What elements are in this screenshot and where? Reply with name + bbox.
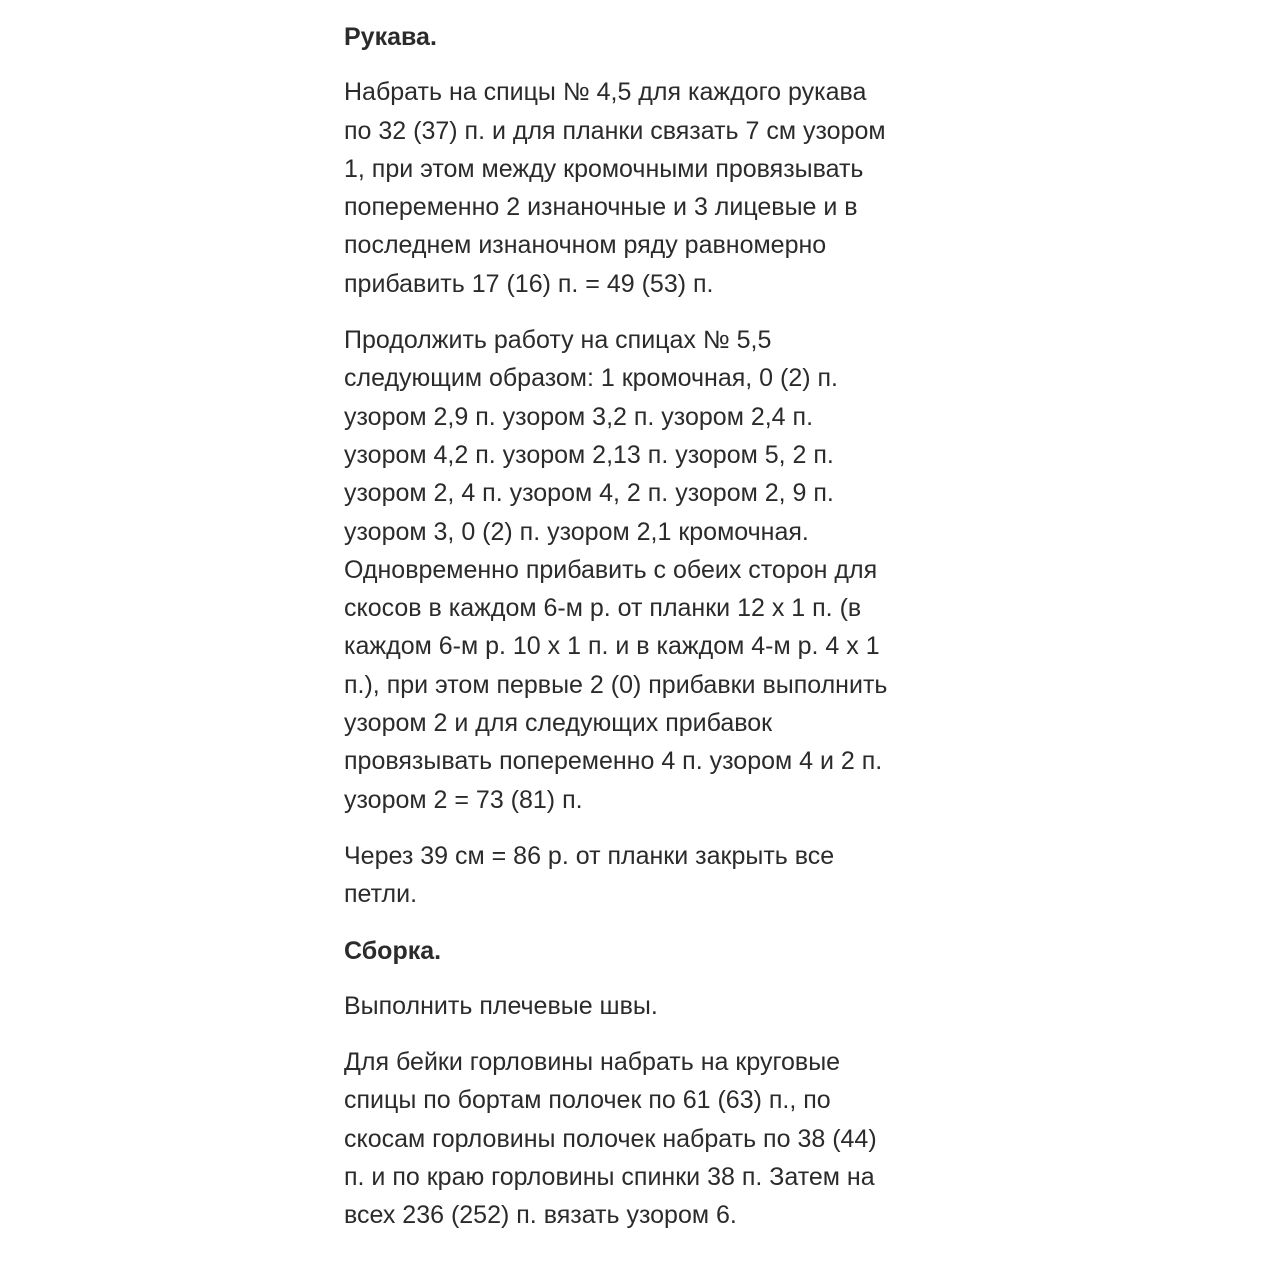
text-line: п.), при этом первые 2 (0) прибавки выполнить xyxy=(344,670,888,699)
text-line: узором 2,9 п. узором 3,2 п. узором 2,4 п. xyxy=(344,402,814,431)
text-line: провязывать попеременно 4 п. узором 4 и 2 п. xyxy=(344,747,883,776)
text-line: следующим образом: 1 кромочная, 0 (2) п. xyxy=(344,364,838,393)
text-line: узором 2, 4 п. узором 4, 2 п. узором 2, 9 п. xyxy=(344,479,834,508)
text-line: Выполнить плечевые швы. xyxy=(344,991,658,1020)
text-line: попеременно 2 изнаночные и 3 лицевые и в xyxy=(344,193,858,222)
section-sleeves xyxy=(344,18,944,914)
text-line: петли. xyxy=(344,880,418,909)
text-line: узором 2 и для следующих прибавок xyxy=(344,709,773,738)
paragraph xyxy=(344,73,944,303)
text-line: Набрать на спицы № 4,5 для каждого рукава xyxy=(344,78,867,107)
text-line: скосов в каждом 6-м р. от планки 12 х 1 п. (в xyxy=(344,594,862,623)
text-line: узором 3, 0 (2) п. узором 2,1 кромочная. xyxy=(344,517,809,546)
document-column xyxy=(344,18,944,1253)
paragraph xyxy=(344,321,944,819)
section-heading-assembly: Сборка. xyxy=(344,936,442,965)
text-line: каждом 6-м р. 10 х 1 п. и в каждом 4-м р. 4 х 1 xyxy=(344,632,880,661)
section-assembly xyxy=(344,932,944,1235)
text-line: спицы по бортам полочек по 61 (63) п., по xyxy=(344,1086,831,1115)
paragraph xyxy=(344,987,944,1025)
text-line: последнем изнаночном ряду равномерно xyxy=(344,231,827,260)
text-line: скосам горловины полочек набрать по 38 (44) xyxy=(344,1124,877,1153)
text-line: Одновременно прибавить с обеих сторон для xyxy=(344,555,878,584)
paragraph xyxy=(344,1043,944,1234)
text-line: прибавить 17 (16) п. = 49 (53) п. xyxy=(344,269,714,298)
text-line: по 32 (37) п. и для планки связать 7 см узором xyxy=(344,116,886,145)
section-heading-sleeves: Рукава. xyxy=(344,23,437,51)
text-line: Для бейки горловины набрать на круговые xyxy=(344,1048,841,1077)
text-line: п. и по краю горловины спинки 38 п. Затем на xyxy=(344,1163,875,1192)
text-line: узором 4,2 п. узором 2,13 п. узором 5, 2 п. xyxy=(344,440,834,469)
text-line: Через 39 см = 86 р. от планки закрыть все xyxy=(344,841,835,870)
text-line: всех 236 (252) п. вязать узором 6. xyxy=(344,1201,737,1230)
text-line: Продолжить работу на спицах № 5,5 xyxy=(344,326,772,355)
text-line: узором 2 = 73 (81) п. xyxy=(344,785,583,814)
text-line: 1, при этом между кромочными провязывать xyxy=(344,154,864,183)
paragraph xyxy=(344,837,944,914)
